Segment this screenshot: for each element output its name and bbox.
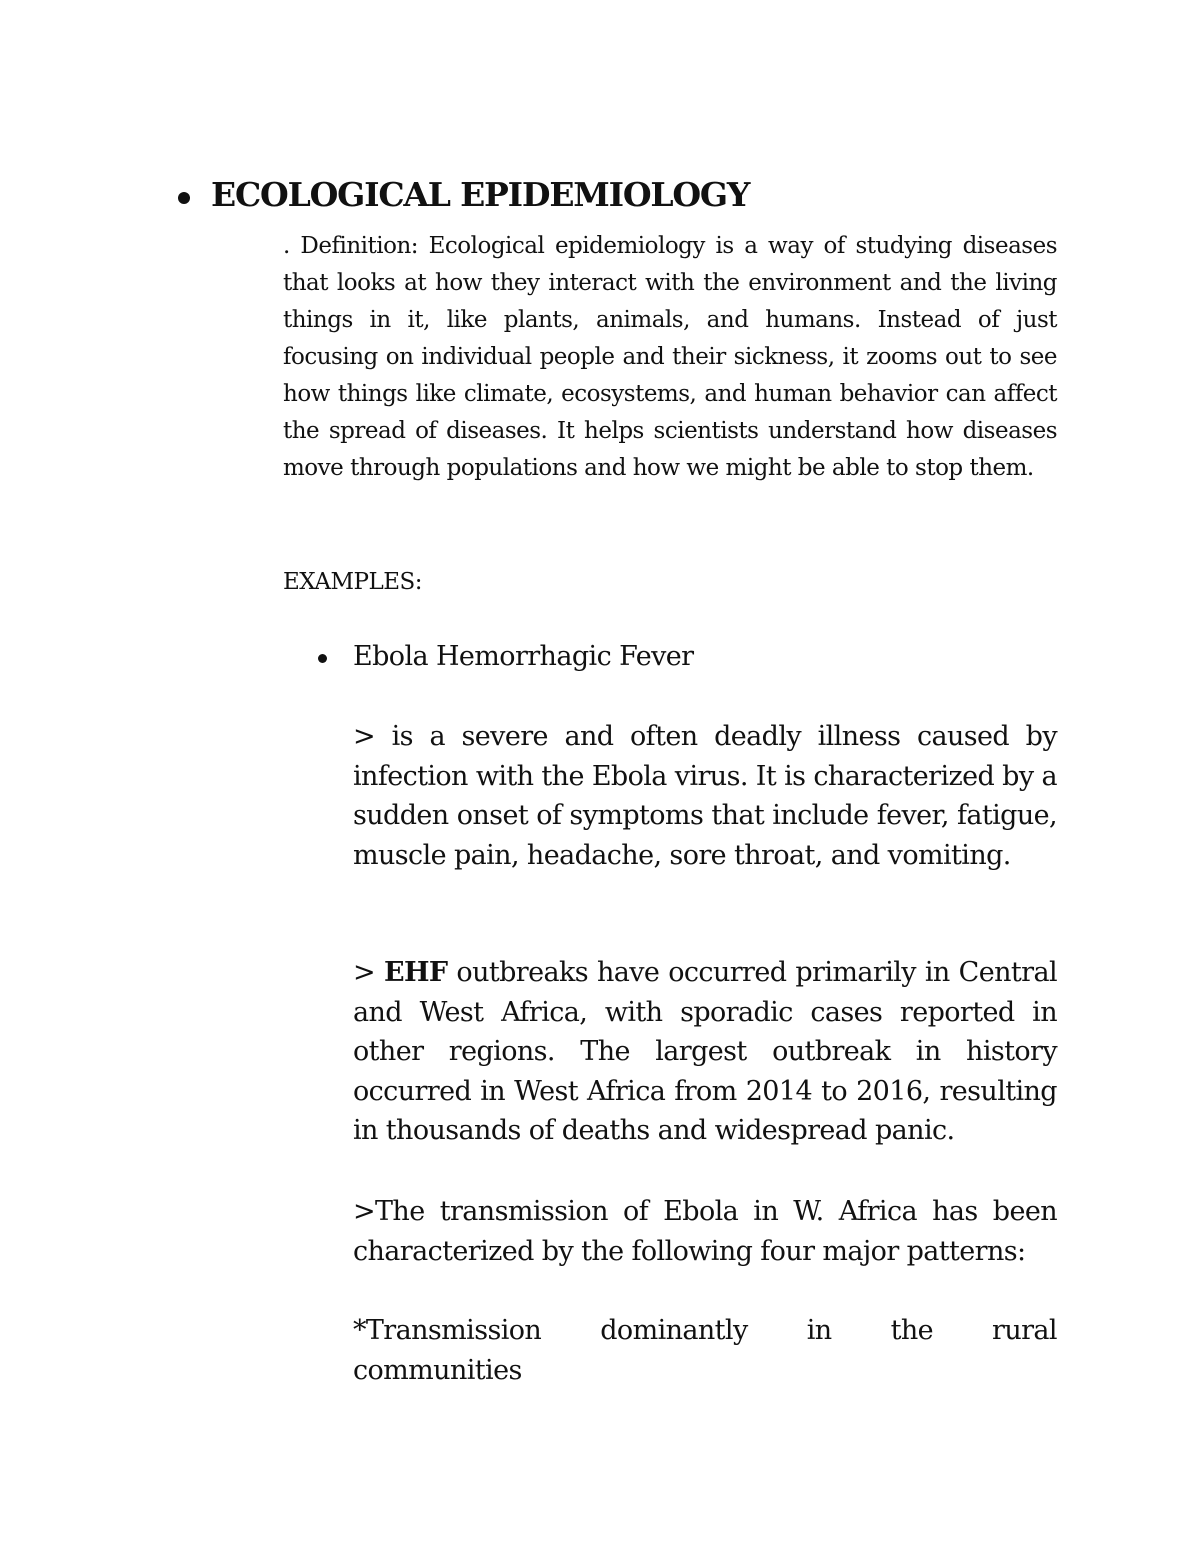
pattern-word: in [806,1315,832,1346]
pattern-item-1-end: communities [353,1354,522,1386]
pattern-item-1 [353,1311,1057,1390]
example-bullet-icon [318,654,327,663]
heading-bullet-icon [178,192,190,204]
example-paragraph-3: >The transmission of Ebola in W. Africa has been characterized by the following four major patterns: [353,1196,1057,1267]
pattern-word: *Transmission [353,1315,542,1346]
example-title: Ebola Hemorrhagic Fever [353,641,694,672]
pattern-word: the [890,1315,933,1346]
paragraph-2-text: outbreaks have occurred primarily in Central and West Africa, with sporadic cases reported in other regions. The largest outbreak in history occurred in West Africa from 2014 to 2016, resulting in thousands of deaths and widespread panic. [353,957,1057,1146]
section-heading: ECOLOGICAL EPIDEMIOLOGY [211,175,750,214]
examples-label: EXAMPLES: [283,569,423,595]
definition-paragraph: . Definition: Ecological epidemiology is a way of studying diseases that looks at how they interact with the environment and the living things in it, like plants, animals, and humans. Instead of just focusing on individual people and their sickness, it zooms out to see how things like climate, ecosystems, and human behavior can affect the spread of diseases. It helps scientists understand how diseases move through populations and how we might be able to stop them. [283,233,1057,481]
paragraph-2-prefix: > [353,957,384,988]
ehf-bold-term: EHF [384,957,448,988]
pattern-item-1-line [353,1311,1057,1351]
example-paragraph-1: > is a severe and often deadly illness caused by infection with the Ebola virus. It is characterized by a sudden onset of symptoms that include fever, fatigue, muscle pain, headache, sore throat, and vomiting. [353,721,1057,871]
example-paragraph-2 [353,953,1057,1151]
pattern-word: rural [992,1315,1057,1346]
pattern-word: dominantly [600,1315,748,1346]
